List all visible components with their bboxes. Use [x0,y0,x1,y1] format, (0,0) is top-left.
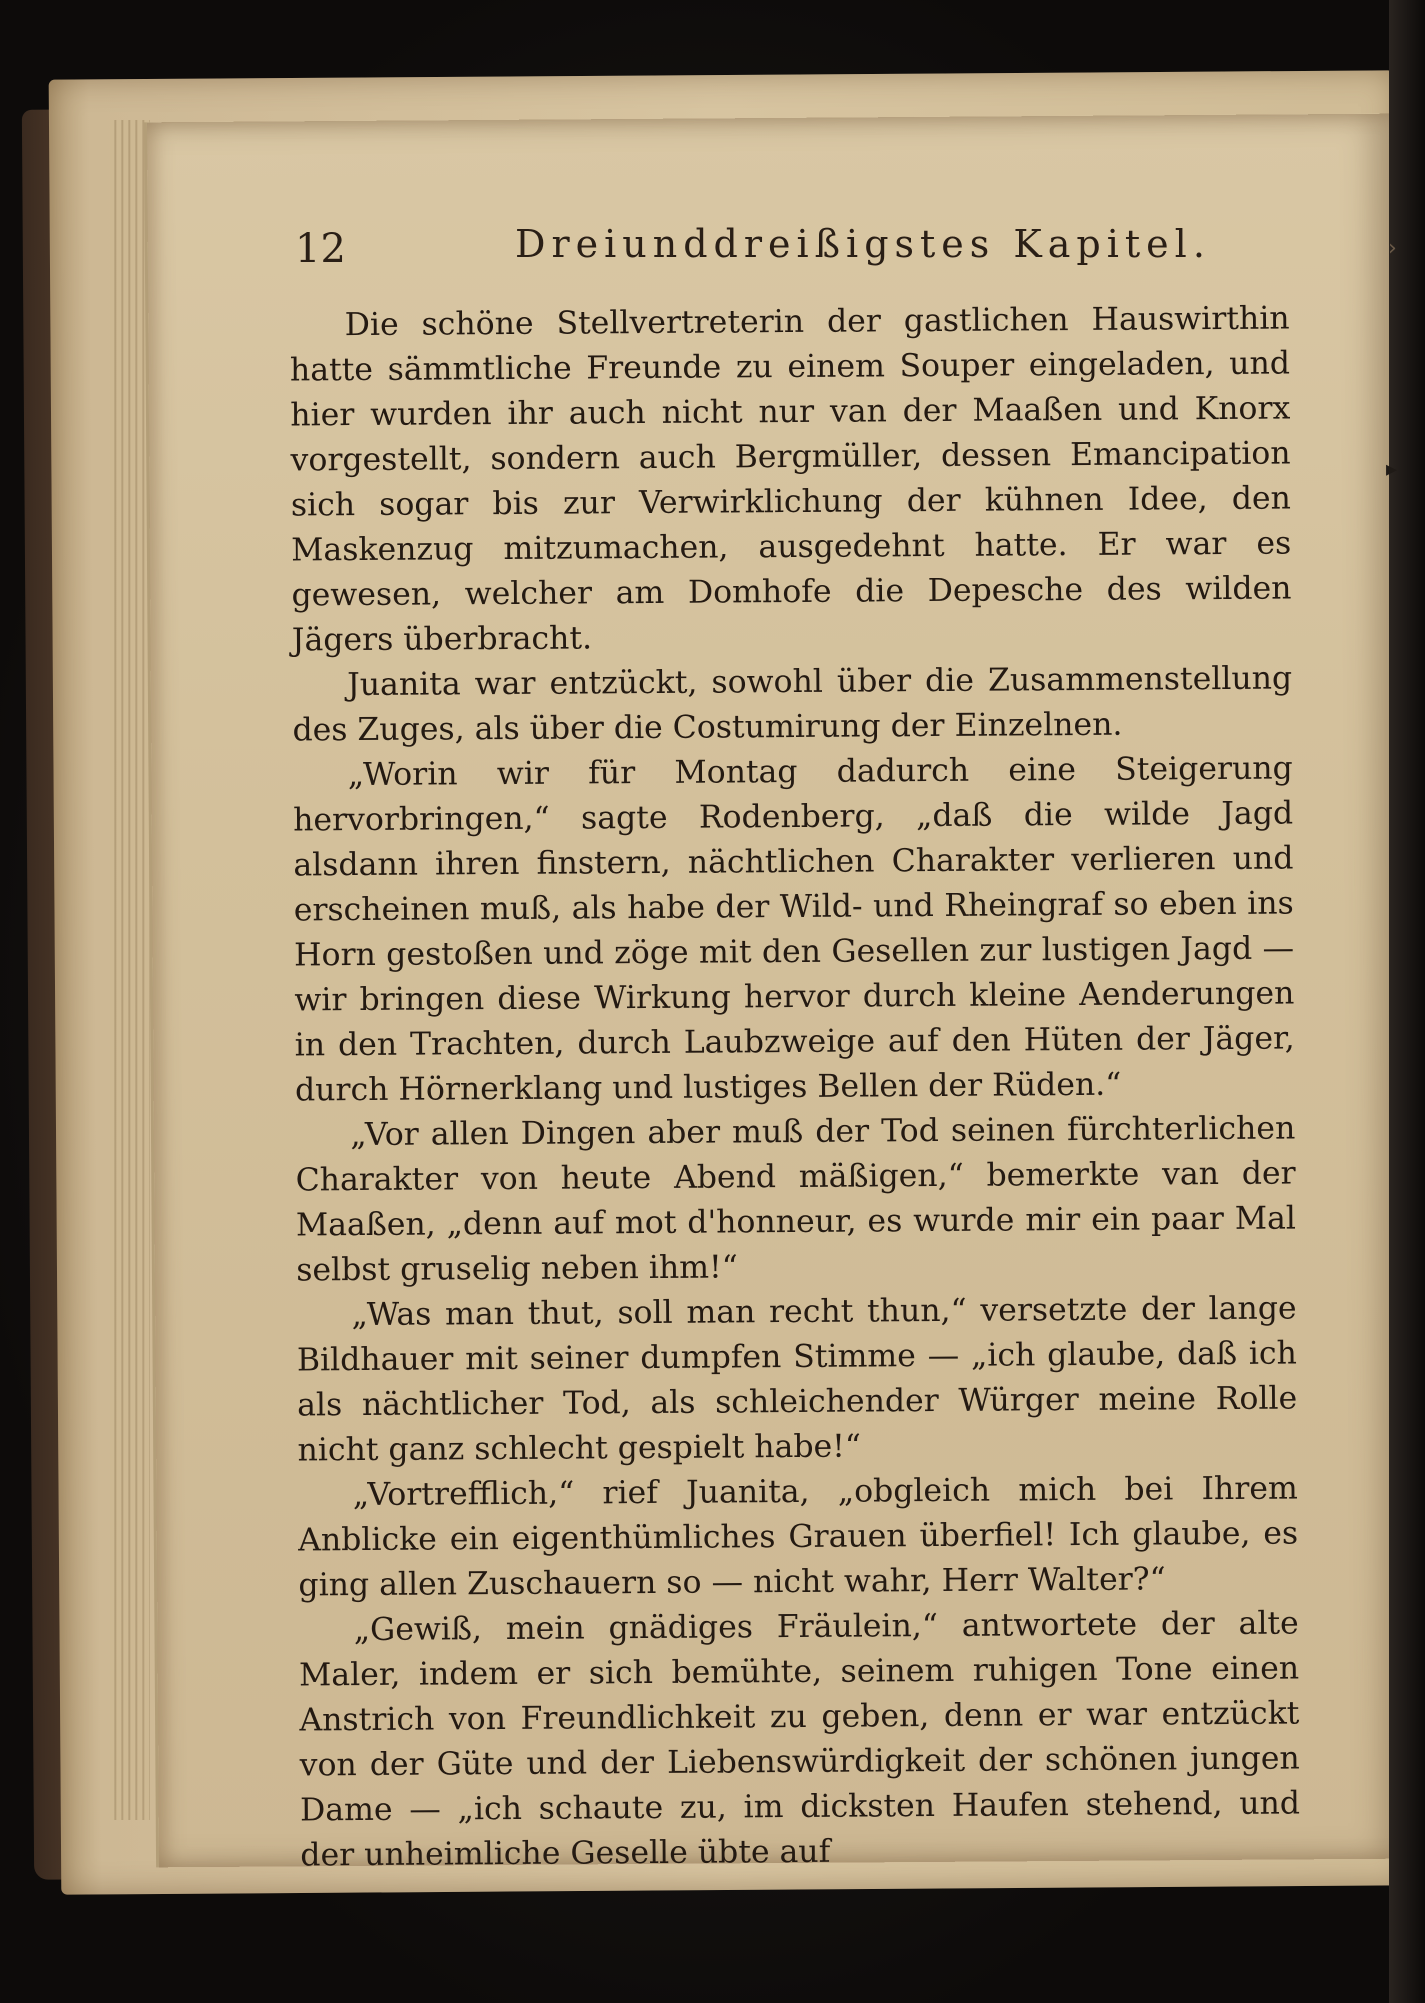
body-text [290,297,1301,1879]
running-head: Dreiunddreißigstes Kapitel. [515,222,1211,266]
paragraph: „Was man thut, soll man recht thun,“ versetzte der lange Bildhauer mit seiner dumpfen Stimme — „ich glaube, daß ich als nächtlicher Tod, als schleichender Würger meine Rolle nicht ganz schlecht gespielt habe!“ [296,1290,1298,1469]
gutter-shadow [1389,0,1425,2003]
marker-icon: ▸ [1386,457,1398,482]
paragraph: „Vor allen Dingen aber muß der Tod seinen fürchterlichen Charakter von heute Abend mäßigen,“ bemerkte van der Maaßen, „denn auf mot d'honneur, es wurde mir ein paar Mal selbst gruselig neben ihm!“ [295,1110,1297,1289]
paragraph: „Vortrefflich,“ rief Juanita, „obgleich mich bei Ihrem Anblicke ein eigenthümliches Grauen überfiel! Ich glaube, es ging allen Zuschauern so — nicht wahr, Herr Walter?“ [298,1470,1299,1604]
paragraph: „Worin wir für Montag dadurch eine Steigerung hervorbringen,“ sagte Rodenberg, „daß die wilde Jagd alsdann ihren finstern, nächtlichen Charakter verlieren und erscheinen muß, als habe der Wild- und Rheingraf so eben ins Horn gestoßen und zöge mit den Gesellen zur lustigen Jagd — wir bringen diese Wirkung hervor durch kleine Aenderungen in den Trachten, durch Laubzweige auf den Hüten der Jäger, durch Hörnerklang und lustiges Bellen der Rüden.“ [292,750,1295,1109]
page-edges [110,120,150,1820]
page-header [295,220,1295,280]
page-number: 12 [295,226,346,272]
paragraph: „Gewiß, mein gnädiges Fräulein,“ antwortete der alte Maler, indem er sich bemühte, seinem ruhigen Tone einen Anstrich von Freundlichkeit zu geben, denn er war entzückt von der Güte und der Liebenswürdigkeit der schönen jungen Dame — „ich schaute zu, im dicksten Haufen stehend, und der unheimliche Geselle übte auf [298,1605,1301,1874]
paragraph: Juanita war entzückt, sowohl über die Zusammenstellung des Zuges, als über die Costumirung der Einzelnen. [292,660,1293,749]
paragraph: Die schöne Stellvertreterin der gastlichen Hauswirthin hatte sämmtliche Freunde zu einem Souper eingeladen, und hier wurden ihr auch nicht nur van der Maaßen und Knorx vorgestellt, sondern auch Bergmüller, dessen Emancipation sich sogar bis zur Verwirklichung der kühnen Idee, den Maskenzug mitzumachen, ausgedehnt hatte. Er war es gewesen, welcher am Domhofe die Depesche des wilden Jägers überbracht. [289,300,1292,659]
arrow-right-icon: › [1388,236,1397,261]
